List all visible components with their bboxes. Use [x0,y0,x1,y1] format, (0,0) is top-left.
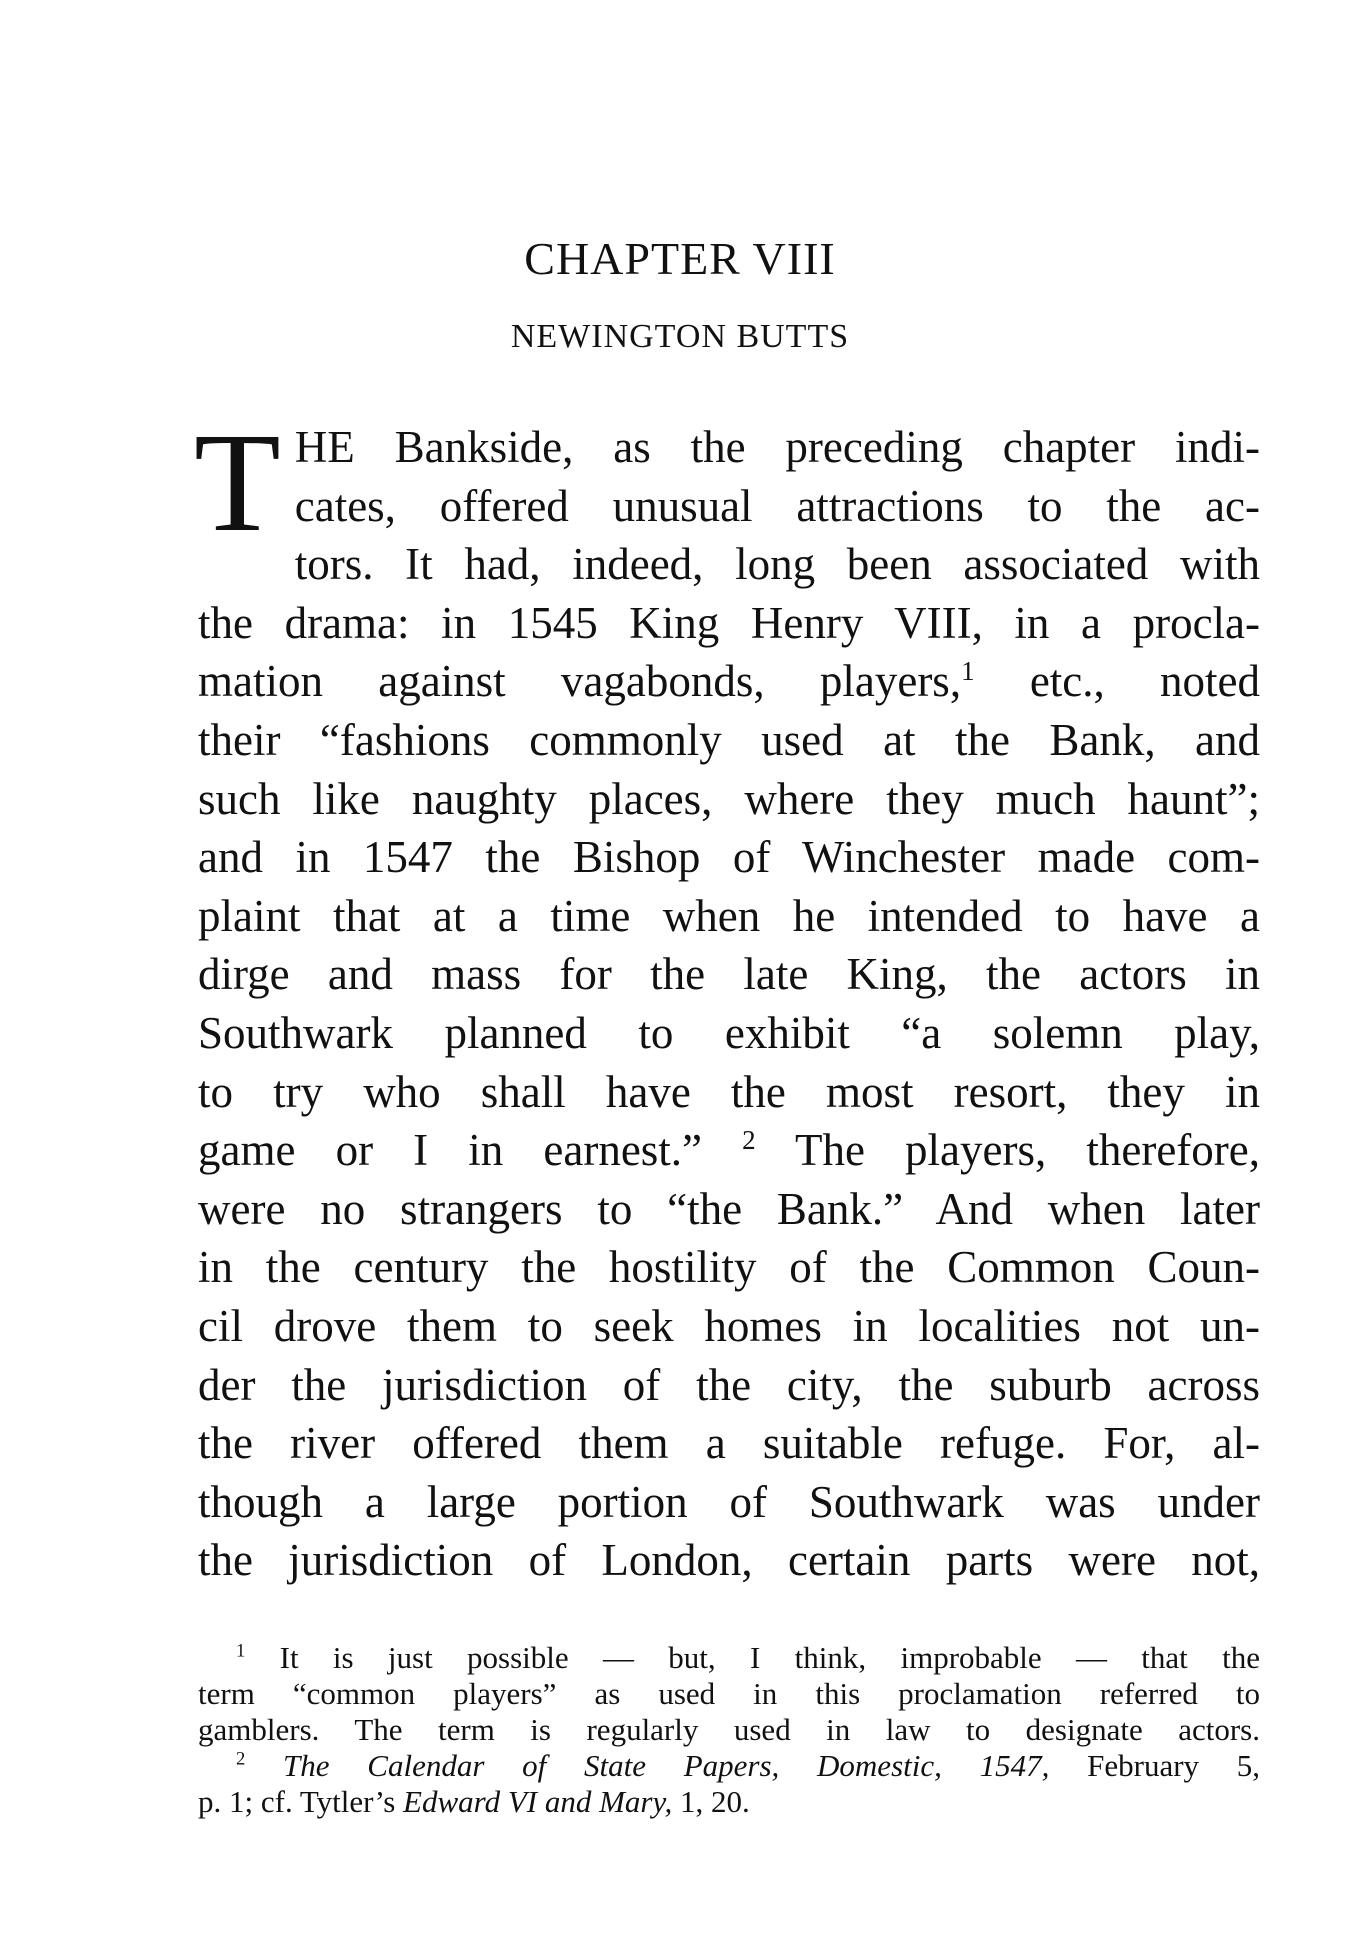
text-segment: mation against vagabonds, players, [198,656,962,707]
footnote-2-title: The Calendar of State Papers, Domestic, 1547, [283,1748,1050,1783]
footnote-2-work: Edward VI and Mary, [403,1784,673,1819]
text-line: in the century the hostility of the Common Coun- [198,1242,1260,1293]
text-line: were no strangers to “the Bank.” And when later [198,1183,1260,1234]
footnote-1-line [198,1640,1260,1676]
text-line: HE Bankside, as the preceding chapter indi- [294,422,1260,472]
chapter-subtitle: NEWINGTON BUTTS [510,318,850,355]
text-segment: etc., noted [974,656,1260,707]
text-line: their “fashions commonly used at the Bank, and [198,714,1260,765]
text-line: though a large portion of Southwark was under [198,1476,1260,1527]
text-line: and in 1547 the Bishop of Winchester made com- [198,832,1260,883]
text-line: to try who shall have the most resort, they in [198,1066,1260,1117]
text-line: cil drove them to seek homes in localities not un- [198,1300,1260,1351]
text-line: der the jurisdiction of the city, the suburb across [198,1359,1260,1410]
footnote-2-line [198,1784,1260,1820]
text-line: dirge and mass for the late King, the actors in [198,949,1260,1000]
text-segment: The players, therefore, [755,1125,1260,1176]
text-line: the jurisdiction of London, certain parts were not, [198,1535,1260,1586]
text-line [198,1121,1260,1180]
drop-cap-lines [295,418,1260,535]
footnote-text: February 5, [1049,1748,1261,1783]
body-text [194,403,1260,1590]
text-line [198,652,1260,711]
footnotes [198,1640,1260,1820]
footnote-2-line [198,1748,1260,1784]
text-line: such like naughty places, where they much haunt”; [198,773,1260,824]
footnote-text: It is just possible — but, I think, improbable — that the [245,1640,1260,1675]
footnote-1-number: 1 [236,1640,246,1662]
footnote-ref-2: 2 [742,1125,756,1156]
text-line: the drama: in 1545 King Henry VIII, in a procla- [198,597,1260,648]
footnote-2-number: 2 [236,1748,246,1770]
footnote-text: p. 1; cf. Tytler’s [198,1784,404,1819]
text-line: Southwark planned to exhibit “a solemn play, [198,1007,1260,1058]
text-line: tors. It had, indeed, long been associated with [294,539,1260,590]
drop-cap: T [194,403,281,561]
text-segment: game or I in earnest.” [198,1125,703,1176]
text-line: cates, offered unusual attractions to the ac- [294,480,1260,531]
text-line: the river offered them a suitable refuge. For, al- [198,1418,1260,1469]
footnote-1-line: gamblers. The term is regularly used in law to designate actors. [198,1712,1260,1747]
footnote-text: 1, 20. [672,1784,750,1819]
text-line: plaint that at a time when he intended to have a [198,890,1260,941]
footnote-ref-1: 1 [961,656,975,687]
footnote-1-line: term “common players” as used in this proclamation referred to [198,1676,1260,1711]
chapter-heading: CHAPTER VIII [524,233,836,284]
